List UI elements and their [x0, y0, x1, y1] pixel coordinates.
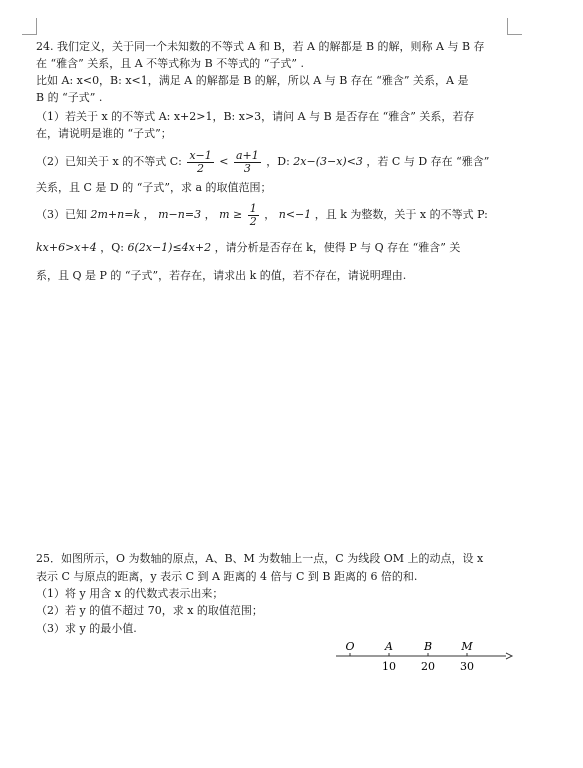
q24-l9-post: ，且 k 为整数，关于 x 的不等式 P: — [314, 208, 488, 221]
fraction-numerator: x−1 — [189, 148, 212, 162]
q24-line-3: 比如 A: x<0，B: x<1，满足 A 的解都是 B 的解，所以 A 与 B 存在 “雅含” 关系，A 是 — [36, 74, 469, 87]
number-line-figure — [330, 634, 520, 684]
inequality-q: 6(2x−1)≤4x+2 — [127, 241, 212, 254]
tick-label-10: 10 — [382, 660, 396, 673]
fraction-numerator: 1 — [249, 201, 257, 215]
crop-mark-top-right — [507, 18, 522, 35]
separator: ， — [204, 208, 216, 221]
fraction-denominator: 2 — [197, 161, 205, 175]
inequality-m-geq: m ≥ — [219, 208, 243, 221]
q24-l7-mid: ，D: — [266, 155, 290, 168]
tick-label-20: 20 — [421, 660, 435, 673]
q24-line-10 — [36, 241, 460, 255]
fraction-a-plus-1-over-3 — [234, 150, 261, 175]
number-line-svg — [330, 634, 520, 684]
q24-line-11: 系，且 Q 是 P 的 “子式”，若存在，请求出 k 的值，若不存在，请说明理由. — [36, 269, 407, 282]
number-line-arrow-icon — [506, 653, 512, 659]
point-label-b: B — [423, 640, 433, 653]
q24-line-6: 在，请说明是谁的 “子式”； — [36, 127, 172, 140]
q24-l7-pre: （2）已知关于 x 的不等式 C: — [36, 155, 182, 168]
fraction-one-half — [248, 203, 259, 228]
fraction-denominator: 2 — [249, 214, 257, 228]
inequality-n-lt: n<−1 — [278, 208, 312, 221]
separator: ， — [264, 208, 276, 221]
fraction-x-minus-1-over-2 — [187, 150, 213, 175]
q25-line-3: （1）将 y 用含 x 的代数式表示出来； — [36, 587, 224, 600]
fraction-numerator: a+1 — [235, 148, 259, 162]
q24-line-5: （1）若关于 x 的不等式 A: x+2>1，B: x>3，请问 A 与 B 是否存在 “雅含” 关系，若存 — [36, 110, 475, 123]
q24-line-1: 24. 我们定义，关于同一个未知数的不等式 A 和 B，若 A 的解都是 B 的解，则称 A 与 B 存 — [36, 40, 485, 53]
q25-line-2: 表示 C 与原点的距离，y 表示 C 到 A 距离的 4 倍与 C 到 B 距离的 6 倍的和. — [36, 570, 418, 583]
q24-l9-pre: （3）已知 — [36, 208, 87, 221]
separator: ， — [143, 208, 155, 221]
q25-line-1: 25．如图所示，O 为数轴的原点，A、B、M 为数轴上一点，C 为线段 OM 上的动点，设 x — [36, 552, 484, 565]
equation-2m-plus-n: 2m+n=k — [90, 208, 141, 221]
q24-line-9 — [36, 200, 488, 230]
q25-line-5: （3）求 y 的最小值. — [36, 622, 137, 635]
inequality-p: kx+6>x+4 — [36, 241, 97, 254]
q24-line-4: B 的 “子式” . — [36, 91, 103, 104]
q25-line-4: （2）若 y 的值不超过 70，求 x 的取值范围； — [36, 604, 263, 617]
q24-l7-post: ，若 C 与 D 存在 “雅含” — [366, 155, 490, 168]
point-label-a: A — [385, 640, 393, 653]
q24-line-2: 在 “雅含” 关系，且 A 不等式称为 B 不等式的 “子式” . — [36, 57, 304, 70]
q24-l10-post: ，请分析是否存在 k，使得 P 与 Q 存在 “雅含” 关 — [214, 241, 461, 254]
inequality-d: 2x−(3−x)<3 — [293, 155, 363, 168]
crop-mark-top-left — [22, 18, 37, 35]
point-label-o: O — [345, 640, 355, 653]
equation-m-minus-n: m−n=3 — [158, 208, 202, 221]
q24-line-7 — [36, 147, 489, 177]
q24-l10-mid: ，Q: — [100, 241, 124, 254]
less-than-sign: < — [219, 155, 229, 168]
q24-line-8: 关系，且 C 是 D 的 “子式”，求 a 的取值范围； — [36, 181, 272, 194]
point-label-m: M — [461, 640, 473, 653]
fraction-denominator: 3 — [243, 161, 251, 175]
tick-label-30: 30 — [460, 660, 474, 673]
